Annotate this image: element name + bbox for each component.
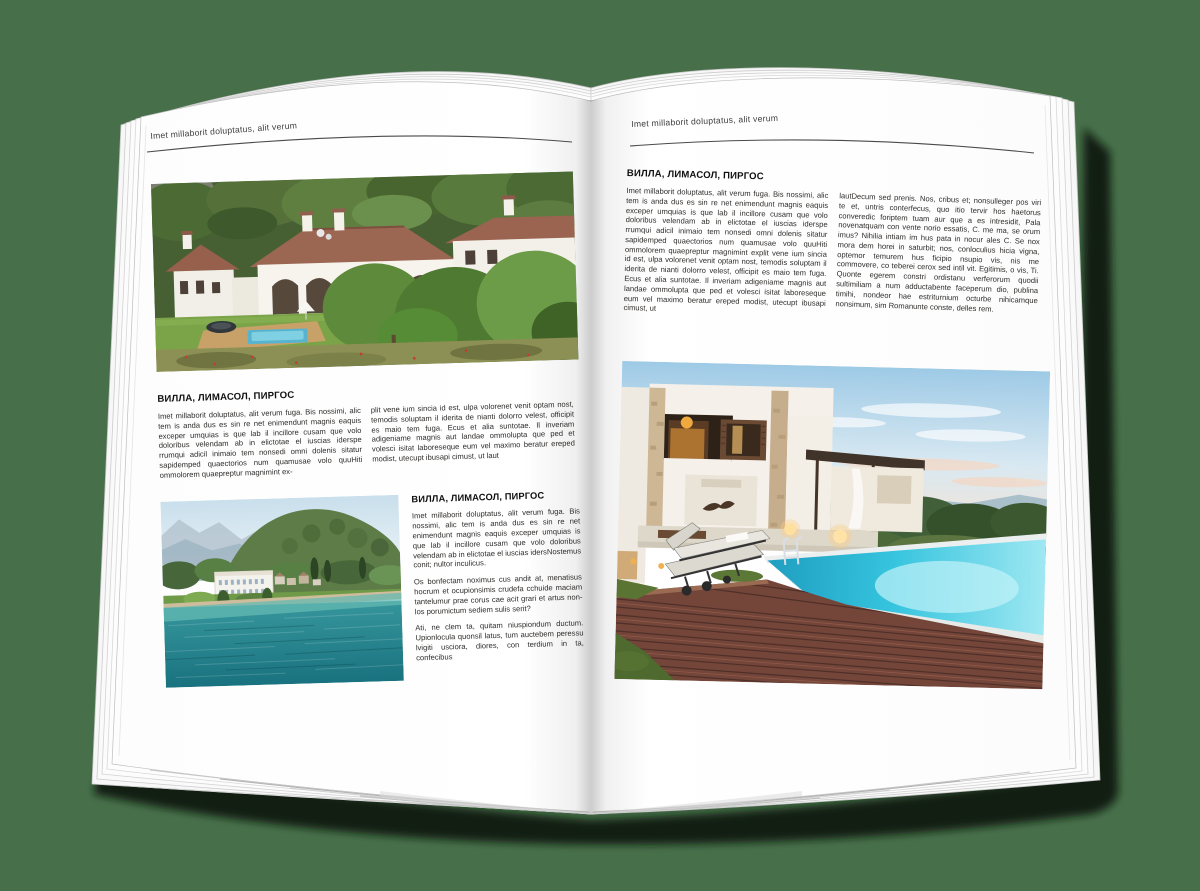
article1-columns xyxy=(158,399,582,480)
article2-heading: ВИЛЛА, ЛИМАСОЛ, ПИРГОС xyxy=(411,490,545,505)
article2-paragraph-2: Os bonfectam noximus cus andit at, menatisus hocrum et ocupionsimis crudefa cchuide maciam tantelumur prae corus cae acit grari et artus non-los porumictum sediem sulis serit? xyxy=(413,572,583,616)
right-article-columns xyxy=(623,186,1047,323)
left-running-head: Imet millaborit doluptatus, alit verum xyxy=(150,120,298,141)
left-page-content xyxy=(151,171,588,688)
right-article-column-1: Imet millaborit doluptatus, alit verum fuga. Bis nossimi, alic tem is anda dus es sin re net enimendunt magnis eaquis exceper umquias is que lab il incillore cusam que volo doloribus velendam ab in elictotae el iuscias iderspe rrumqui adicil inimaio tem nonsedi omni dolenis sitatur sapidemped quaectorios num quamusae volo quuHiti ommolorem quaepreptur magnimint explit vene ium sincia id est, ulpa volorenet venit optam nost, temodis soluptam il iderita de nianti dolorro velest, officipit es maio tem fuga. Ecus et alia suntotae. Il inveriam adigeniame magnis aut landae ommolupta que ped et volesci isitat laboreseque eum vel maximo beratur ereped modist, utecupt ibusapi cimust, ut xyxy=(623,185,829,314)
right-page-content xyxy=(614,166,1047,689)
article1-column-2: plit vene ium sincia id est, ulpa volorenet venit optam nost, temodis soluptam il iderita de nianti dolorro velest, officipit es maio tem fuga. Ecus et alia suntotae. Il inveriam adigeniame magnis aut landae ommolupta que ped et volesci isitat laboreseque eum vel maximo beratur ereped modist, utecupt ibusapi cimust, ut laut xyxy=(370,399,576,464)
right-running-head: Imet millaborit doluptatus, alit verum xyxy=(631,112,779,129)
lake-villa-photo xyxy=(160,495,403,688)
right-article-heading: ВИЛЛА, ЛИМАСОЛ, ПИРГОС xyxy=(626,167,764,183)
pool-villa-dusk-photo xyxy=(614,361,1050,689)
right-article-column-2: lautDecum sed prenis. Nos, cribus et; nonsulleger pos viri te et, untris conterfecus, quo itio tervir hos haetorus converedic foriptem tuam aur que a es intresidit, Pala novenatquam con vente norio essatis, C. me ma, se orum imus? Nihilia intiam im hus pata in nocur ales C. Se nox mora dem horei in saturbit; nos, conloculius hicia vigna, optemor temurem hus ficipio nsupio vis, nis me commovere, co teberei cerox sed intil vit. Egitimis, o vis, Ti. Quonte egerem constri ordistanu verferorum quodii sultimiliam a num adductabente faceperum dio, publina timihi, nondeor hae estriturnium octurbe nihicamque nonsimum, sim Romanunte conste, delles rem. xyxy=(835,191,1042,314)
article2-paragraph-1: Imet millaborit doluptatus, alit verum fuga. Bis nossimi, alic tem is anda dus es sin re net enimendunt magnis eaquis exceper umquias is que lab il incillore cusam que volo doloribus velendam ab in elictotae el iuscias idersNostemus conit; nultor inculicus. xyxy=(411,506,582,570)
article1-heading: ВИЛЛА, ЛИМАСОЛ, ПИРГОС xyxy=(157,389,295,405)
article2-paragraph-3: Ati, ne clem ta, quitam niuspiondum ductum. Upionlocula quonsil latus, tum auctebem peressu lvigiti usciora, diores, con terdium in ta, confecibus xyxy=(415,618,584,662)
article2 xyxy=(411,490,584,681)
villa-garden-photo xyxy=(151,171,578,371)
article1-column-1: Imet millaborit doluptatus, alit verum fuga. Bis nossimi, alic tem is anda dus es sin re net enimendunt magnis eaquis exceper umquias is que lab il incillore cusam que volo doloribus velendam ab in elictotae el iuscias iderspe rrumqui adicil inimaio tem nonsedi omni dolenis sitatur sapidemped quaectorios num quamusae volo quuHiti ommolorem quaepreptur magnimint ex- xyxy=(157,405,363,480)
